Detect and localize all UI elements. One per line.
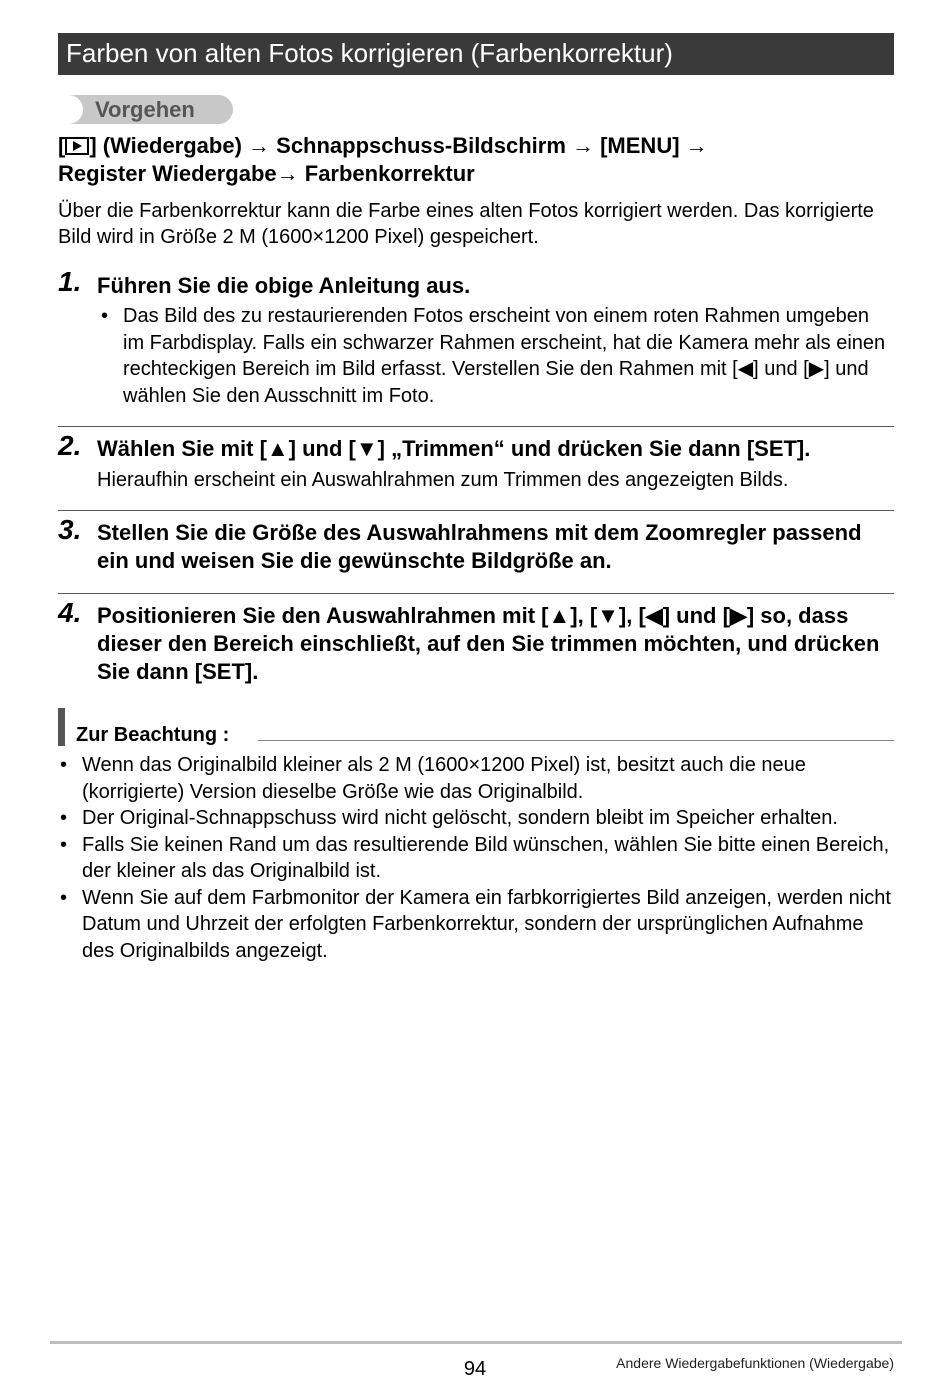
step-1-heading: Führen Sie die obige Anleitung aus. [97, 273, 471, 298]
list-item: • Falls Sie keinen Rand um das resultierende Bild wünschen, wählen Sie bitte einen Bereich, der kleiner als das Originalbild ist. [60, 833, 890, 882]
step-4-heading: Positionieren Sie den Auswahlrahmen mit [▲], [▼], [◀] und [▶] so, dass dieser den Bereich einschließt, auf den Sie trimmen möchten, und drücken Sie dann [SET]. [97, 603, 880, 684]
step-2-text: Hieraufhin erscheint ein Auswahlrahmen zum Trimmen des angezeigten Bilds. [97, 469, 789, 491]
divider [58, 426, 894, 427]
navigation-path [58, 132, 918, 188]
step-4-number: 4. [58, 597, 82, 628]
list-item: • Der Original-Schnappschuss wird nicht gelöscht, sondern bleibt im Speicher erhalten. [60, 807, 838, 829]
page-title: Farben von alten Fotos korrigieren (Farbenkorrektur) [58, 33, 894, 75]
note-list [58, 752, 898, 964]
navigation-line-2: Register Wiedergabe→ Farbenkorrektur [58, 161, 475, 186]
list-item: • Wenn Sie auf dem Farbmonitor der Kamera ein farbkorrigiertes Bild anzeigen, werden nicht Datum und Uhrzeit der erfolgten Farbenkorrektur, sondern der ursprünglichen Aufnahme des Originalbilds angezeigt. [60, 886, 891, 962]
page-number: 94 [463, 1358, 487, 1380]
list-item: • Das Bild des zu restaurierenden Fotos erscheint von einem roten Rahmen umgeben im Farbdisplay. Falls ein schwarzer Rahmen erscheint, hat die Kamera mehr als einen rechteckigen Bereich im Bild erfasst. Verstellen Sie den Rahmen mit [◀] und [▶] und wählen Sie den Ausschnitt im Foto. [101, 305, 886, 407]
step-1-number: 1. [58, 266, 82, 297]
divider [258, 740, 894, 741]
procedure-badge [59, 95, 233, 124]
divider [58, 510, 894, 511]
play-icon [65, 137, 89, 155]
procedure-badge-label: Vorgehen [95, 97, 195, 122]
intro-paragraph: Über die Farbenkorrektur kann die Farbe eines alten Fotos korrigiert werden. Das korrigierte Bild wird in Größe 2 M (1600×1200 Pixel) gespeichert. [58, 200, 874, 248]
note-marker [58, 708, 65, 746]
footer-divider [50, 1341, 902, 1344]
footer-section-label: Andere Wiedergabefunktionen (Wiedergabe) [616, 1355, 894, 1371]
divider [58, 593, 894, 594]
note-title: Zur Beachtung : [76, 724, 230, 746]
step-3-number: 3. [58, 514, 82, 545]
navigation-line-1: [ ] (Wiedergabe) → Schnappschuss-Bildschirm → [MENU] → [58, 133, 708, 158]
step-3-heading: Stellen Sie die Größe des Auswahlrahmens mit dem Zoomregler passend ein und weisen Sie die gewünschte Bildgröße an. [97, 520, 862, 573]
step-2-heading: Wählen Sie mit [▲] und [▼] „Trimmen“ und drücken Sie dann [SET]. [97, 436, 811, 461]
step-1-bullets [99, 303, 889, 409]
step-2-number: 2. [58, 430, 82, 461]
list-item: • Wenn das Originalbild kleiner als 2 M (1600×1200 Pixel) ist, besitzt auch die neue (korrigierte) Version dieselbe Größe wie das Originalbild. [60, 754, 806, 803]
